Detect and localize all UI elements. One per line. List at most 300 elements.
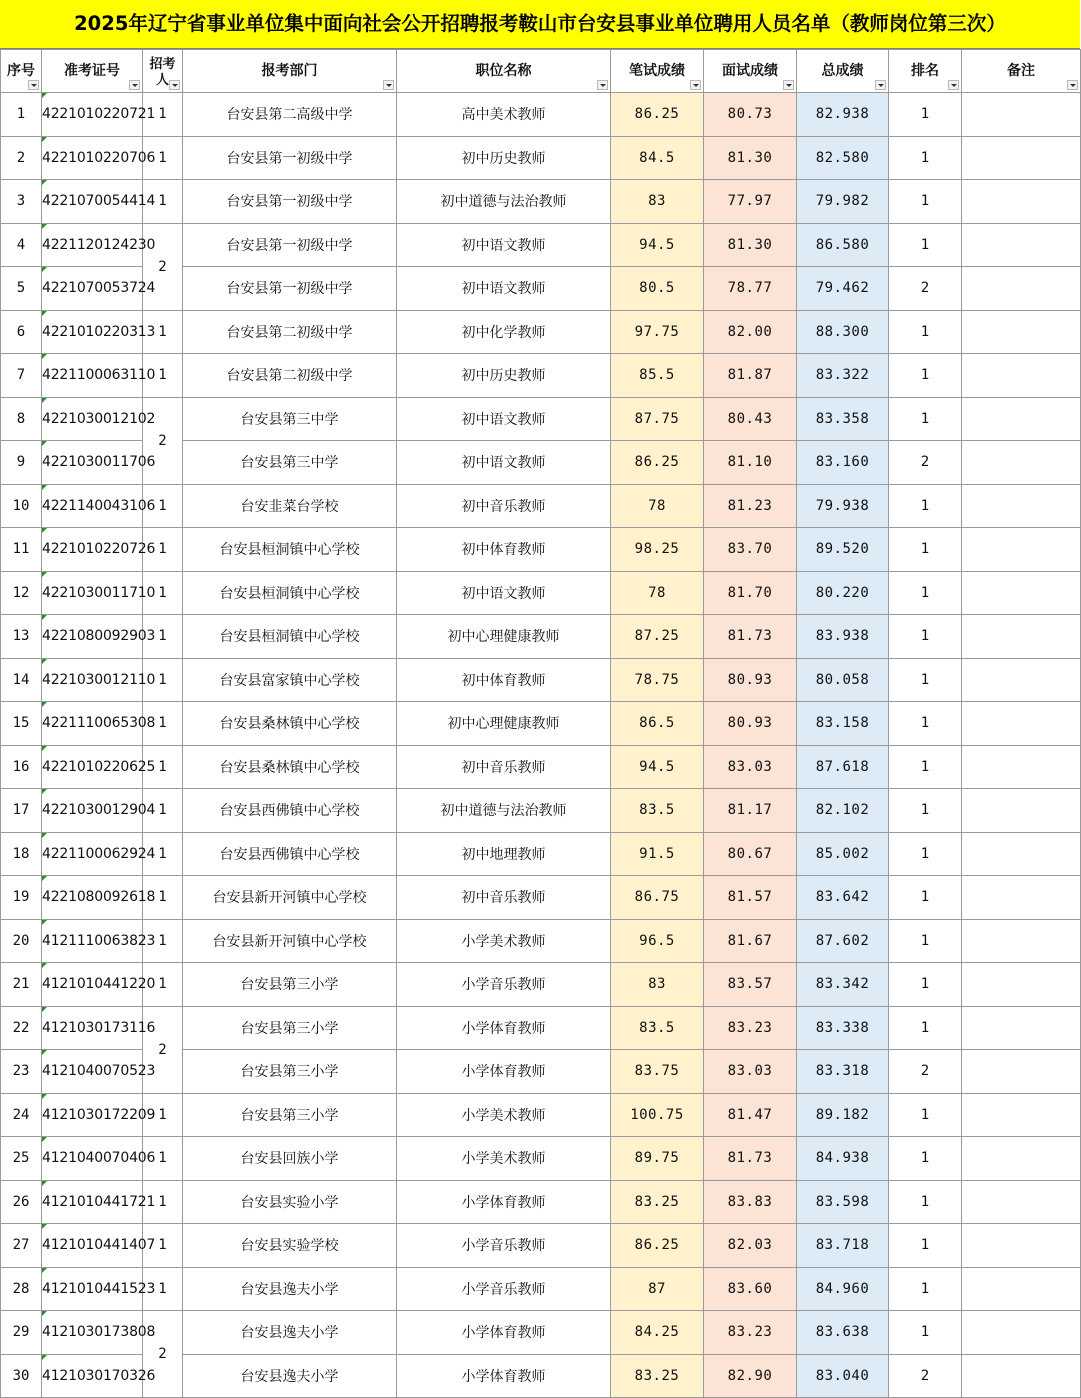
cell-quota[interactable]: 1 bbox=[143, 136, 183, 180]
cell-ticket[interactable]: 4221010220706 bbox=[42, 136, 143, 180]
cell-rank[interactable]: 1 bbox=[889, 397, 962, 441]
cell-quota[interactable]: 1 bbox=[143, 1180, 183, 1224]
cell-total[interactable]: 87.602 bbox=[797, 919, 889, 963]
cell-seq[interactable]: 15 bbox=[1, 702, 42, 746]
cell-total[interactable]: 84.960 bbox=[797, 1267, 889, 1311]
cell-position[interactable]: 初中音乐教师 bbox=[397, 876, 611, 920]
cell-dept[interactable]: 台安县实验小学 bbox=[183, 1180, 397, 1224]
cell-total[interactable]: 82.102 bbox=[797, 789, 889, 833]
cell-ticket[interactable]: 4121030173116 bbox=[42, 1006, 143, 1050]
cell-position[interactable]: 初中体育教师 bbox=[397, 658, 611, 702]
cell-total[interactable]: 83.158 bbox=[797, 702, 889, 746]
cell-seq[interactable]: 6 bbox=[1, 310, 42, 354]
cell-seq[interactable]: 14 bbox=[1, 658, 42, 702]
header-total[interactable]: 总成绩 bbox=[797, 50, 889, 93]
cell-dept[interactable]: 台安县第三小学 bbox=[183, 1006, 397, 1050]
cell-dept[interactable]: 台安县回族小学 bbox=[183, 1137, 397, 1181]
cell-total[interactable]: 83.160 bbox=[797, 441, 889, 485]
cell-quota[interactable]: 1 bbox=[143, 1093, 183, 1137]
cell-dept[interactable]: 台安县第三小学 bbox=[183, 963, 397, 1007]
cell-interview[interactable]: 77.97 bbox=[704, 180, 797, 224]
cell-total[interactable]: 79.462 bbox=[797, 267, 889, 311]
cell-ticket[interactable]: 4221080092903 bbox=[42, 615, 143, 659]
cell-written[interactable]: 86.25 bbox=[611, 441, 704, 485]
cell-note[interactable] bbox=[962, 397, 1081, 441]
cell-seq[interactable]: 22 bbox=[1, 1006, 42, 1050]
filter-dropdown-icon[interactable] bbox=[948, 80, 959, 90]
cell-note[interactable] bbox=[962, 1093, 1081, 1137]
cell-rank[interactable]: 1 bbox=[889, 919, 962, 963]
cell-position[interactable]: 初中心理健康教师 bbox=[397, 615, 611, 659]
cell-position[interactable]: 小学美术教师 bbox=[397, 1137, 611, 1181]
cell-rank[interactable]: 1 bbox=[889, 484, 962, 528]
cell-ticket[interactable]: 4221120124230 bbox=[42, 223, 143, 267]
cell-written[interactable]: 84.5 bbox=[611, 136, 704, 180]
cell-ticket[interactable]: 4121030172209 bbox=[42, 1093, 143, 1137]
cell-note[interactable] bbox=[962, 1050, 1081, 1094]
cell-rank[interactable]: 1 bbox=[889, 1267, 962, 1311]
cell-rank[interactable]: 1 bbox=[889, 876, 962, 920]
cell-position[interactable]: 初中道德与法治教师 bbox=[397, 789, 611, 833]
cell-written[interactable]: 87 bbox=[611, 1267, 704, 1311]
cell-interview[interactable]: 80.73 bbox=[704, 93, 797, 137]
cell-note[interactable] bbox=[962, 745, 1081, 789]
cell-note[interactable] bbox=[962, 528, 1081, 572]
cell-seq[interactable]: 5 bbox=[1, 267, 42, 311]
cell-rank[interactable]: 1 bbox=[889, 1137, 962, 1181]
cell-quota[interactable]: 2 bbox=[143, 1006, 183, 1093]
filter-dropdown-icon[interactable] bbox=[129, 80, 140, 90]
cell-interview[interactable]: 81.67 bbox=[704, 919, 797, 963]
cell-note[interactable] bbox=[962, 789, 1081, 833]
cell-seq[interactable]: 9 bbox=[1, 441, 42, 485]
cell-interview[interactable]: 83.70 bbox=[704, 528, 797, 572]
cell-dept[interactable]: 台安县富家镇中心学校 bbox=[183, 658, 397, 702]
cell-seq[interactable]: 11 bbox=[1, 528, 42, 572]
cell-rank[interactable]: 1 bbox=[889, 1180, 962, 1224]
filter-dropdown-icon[interactable] bbox=[875, 80, 886, 90]
header-rank[interactable]: 排名 bbox=[889, 50, 962, 93]
cell-rank[interactable]: 1 bbox=[889, 223, 962, 267]
cell-seq[interactable]: 21 bbox=[1, 963, 42, 1007]
cell-total[interactable]: 80.058 bbox=[797, 658, 889, 702]
cell-dept[interactable]: 台安县第二初级中学 bbox=[183, 310, 397, 354]
cell-dept[interactable]: 台安县西佛镇中心学校 bbox=[183, 789, 397, 833]
cell-seq[interactable]: 29 bbox=[1, 1311, 42, 1355]
cell-total[interactable]: 79.938 bbox=[797, 484, 889, 528]
cell-total[interactable]: 82.580 bbox=[797, 136, 889, 180]
cell-interview[interactable]: 80.93 bbox=[704, 702, 797, 746]
cell-total[interactable]: 83.342 bbox=[797, 963, 889, 1007]
cell-dept[interactable]: 台安县第三中学 bbox=[183, 441, 397, 485]
cell-dept[interactable]: 台安韭菜台学校 bbox=[183, 484, 397, 528]
cell-total[interactable]: 82.938 bbox=[797, 93, 889, 137]
cell-quota[interactable]: 1 bbox=[143, 615, 183, 659]
cell-note[interactable] bbox=[962, 702, 1081, 746]
cell-dept[interactable]: 台安县第一初级中学 bbox=[183, 267, 397, 311]
header-quota[interactable]: 招考 人 bbox=[143, 50, 183, 93]
cell-interview[interactable]: 83.57 bbox=[704, 963, 797, 1007]
cell-interview[interactable]: 78.77 bbox=[704, 267, 797, 311]
cell-seq[interactable]: 3 bbox=[1, 180, 42, 224]
cell-ticket[interactable]: 4121010441407 bbox=[42, 1224, 143, 1268]
cell-seq[interactable]: 27 bbox=[1, 1224, 42, 1268]
cell-note[interactable] bbox=[962, 223, 1081, 267]
cell-seq[interactable]: 28 bbox=[1, 1267, 42, 1311]
cell-quota[interactable]: 1 bbox=[143, 93, 183, 137]
cell-total[interactable]: 83.638 bbox=[797, 1311, 889, 1355]
cell-note[interactable] bbox=[962, 1224, 1081, 1268]
cell-total[interactable]: 83.718 bbox=[797, 1224, 889, 1268]
cell-note[interactable] bbox=[962, 1354, 1081, 1398]
cell-total[interactable]: 89.520 bbox=[797, 528, 889, 572]
cell-position[interactable]: 小学体育教师 bbox=[397, 1050, 611, 1094]
cell-written[interactable]: 83.5 bbox=[611, 1006, 704, 1050]
cell-quota[interactable]: 1 bbox=[143, 571, 183, 615]
cell-quota[interactable]: 1 bbox=[143, 963, 183, 1007]
cell-ticket[interactable]: 4121030173808 bbox=[42, 1311, 143, 1355]
cell-written[interactable]: 94.5 bbox=[611, 223, 704, 267]
cell-note[interactable] bbox=[962, 1137, 1081, 1181]
cell-position[interactable]: 初中道德与法治教师 bbox=[397, 180, 611, 224]
cell-note[interactable] bbox=[962, 963, 1081, 1007]
cell-written[interactable]: 91.5 bbox=[611, 832, 704, 876]
cell-seq[interactable]: 19 bbox=[1, 876, 42, 920]
cell-dept[interactable]: 台安县桓洞镇中心学校 bbox=[183, 528, 397, 572]
cell-ticket[interactable]: 4121010441721 bbox=[42, 1180, 143, 1224]
cell-rank[interactable]: 1 bbox=[889, 93, 962, 137]
cell-interview[interactable]: 81.17 bbox=[704, 789, 797, 833]
cell-interview[interactable]: 83.23 bbox=[704, 1311, 797, 1355]
cell-interview[interactable]: 80.43 bbox=[704, 397, 797, 441]
cell-seq[interactable]: 1 bbox=[1, 93, 42, 137]
cell-seq[interactable]: 8 bbox=[1, 397, 42, 441]
cell-note[interactable] bbox=[962, 484, 1081, 528]
cell-position[interactable]: 小学体育教师 bbox=[397, 1354, 611, 1398]
cell-interview[interactable]: 83.03 bbox=[704, 1050, 797, 1094]
cell-interview[interactable]: 81.73 bbox=[704, 615, 797, 659]
cell-quota[interactable]: 1 bbox=[143, 1224, 183, 1268]
cell-dept[interactable]: 台安县西佛镇中心学校 bbox=[183, 832, 397, 876]
cell-written[interactable]: 83.5 bbox=[611, 789, 704, 833]
cell-interview[interactable]: 80.93 bbox=[704, 658, 797, 702]
cell-interview[interactable]: 81.73 bbox=[704, 1137, 797, 1181]
cell-interview[interactable]: 82.00 bbox=[704, 310, 797, 354]
cell-interview[interactable]: 83.83 bbox=[704, 1180, 797, 1224]
cell-ticket[interactable]: 4221070053724 bbox=[42, 267, 143, 311]
cell-note[interactable] bbox=[962, 1311, 1081, 1355]
cell-interview[interactable]: 82.03 bbox=[704, 1224, 797, 1268]
header-interview[interactable]: 面试成绩 bbox=[704, 50, 797, 93]
cell-ticket[interactable]: 4221030012110 bbox=[42, 658, 143, 702]
cell-rank[interactable]: 1 bbox=[889, 354, 962, 398]
filter-dropdown-icon[interactable] bbox=[1067, 80, 1078, 90]
cell-note[interactable] bbox=[962, 658, 1081, 702]
cell-written[interactable]: 78 bbox=[611, 571, 704, 615]
cell-position[interactable]: 小学美术教师 bbox=[397, 1093, 611, 1137]
cell-total[interactable]: 83.598 bbox=[797, 1180, 889, 1224]
cell-seq[interactable]: 20 bbox=[1, 919, 42, 963]
cell-written[interactable]: 78.75 bbox=[611, 658, 704, 702]
cell-written[interactable]: 86.75 bbox=[611, 876, 704, 920]
cell-total[interactable]: 83.938 bbox=[797, 615, 889, 659]
cell-quota[interactable]: 1 bbox=[143, 876, 183, 920]
cell-ticket[interactable]: 4221080092618 bbox=[42, 876, 143, 920]
cell-dept[interactable]: 台安县新开河镇中心学校 bbox=[183, 876, 397, 920]
cell-rank[interactable]: 1 bbox=[889, 789, 962, 833]
cell-ticket[interactable]: 4221030012102 bbox=[42, 397, 143, 441]
cell-total[interactable]: 86.580 bbox=[797, 223, 889, 267]
cell-seq[interactable]: 18 bbox=[1, 832, 42, 876]
cell-position[interactable]: 小学音乐教师 bbox=[397, 1224, 611, 1268]
cell-seq[interactable]: 25 bbox=[1, 1137, 42, 1181]
cell-written[interactable]: 78 bbox=[611, 484, 704, 528]
cell-interview[interactable]: 83.03 bbox=[704, 745, 797, 789]
cell-position[interactable]: 初中语文教师 bbox=[397, 267, 611, 311]
cell-quota[interactable]: 1 bbox=[143, 354, 183, 398]
filter-dropdown-icon[interactable] bbox=[169, 80, 180, 90]
cell-dept[interactable]: 台安县桓洞镇中心学校 bbox=[183, 571, 397, 615]
cell-seq[interactable]: 16 bbox=[1, 745, 42, 789]
cell-interview[interactable]: 83.23 bbox=[704, 1006, 797, 1050]
cell-rank[interactable]: 1 bbox=[889, 702, 962, 746]
cell-ticket[interactable]: 4221030011706 bbox=[42, 441, 143, 485]
cell-interview[interactable]: 81.47 bbox=[704, 1093, 797, 1137]
header-note[interactable]: 备注 bbox=[962, 50, 1081, 93]
cell-quota[interactable]: 1 bbox=[143, 528, 183, 572]
cell-rank[interactable]: 1 bbox=[889, 571, 962, 615]
cell-total[interactable]: 88.300 bbox=[797, 310, 889, 354]
cell-total[interactable]: 85.002 bbox=[797, 832, 889, 876]
cell-dept[interactable]: 台安县桓洞镇中心学校 bbox=[183, 615, 397, 659]
header-seq[interactable]: 序号 bbox=[1, 50, 42, 93]
cell-quota[interactable]: 1 bbox=[143, 919, 183, 963]
cell-ticket[interactable]: 4221140043106 bbox=[42, 484, 143, 528]
cell-interview[interactable]: 82.90 bbox=[704, 1354, 797, 1398]
cell-dept[interactable]: 台安县实验学校 bbox=[183, 1224, 397, 1268]
cell-note[interactable] bbox=[962, 354, 1081, 398]
cell-position[interactable]: 初中体育教师 bbox=[397, 528, 611, 572]
cell-rank[interactable]: 1 bbox=[889, 1093, 962, 1137]
filter-dropdown-icon[interactable] bbox=[28, 80, 39, 90]
cell-position[interactable]: 初中历史教师 bbox=[397, 136, 611, 180]
cell-note[interactable] bbox=[962, 1180, 1081, 1224]
cell-total[interactable]: 80.220 bbox=[797, 571, 889, 615]
cell-note[interactable] bbox=[962, 93, 1081, 137]
cell-note[interactable] bbox=[962, 876, 1081, 920]
cell-total[interactable]: 84.938 bbox=[797, 1137, 889, 1181]
header-dept[interactable]: 报考部门 bbox=[183, 50, 397, 93]
cell-quota[interactable]: 1 bbox=[143, 310, 183, 354]
cell-ticket[interactable]: 4121030170326 bbox=[42, 1354, 143, 1398]
cell-written[interactable]: 83.25 bbox=[611, 1354, 704, 1398]
cell-written[interactable]: 84.25 bbox=[611, 1311, 704, 1355]
cell-rank[interactable]: 2 bbox=[889, 1354, 962, 1398]
cell-dept[interactable]: 台安县第一初级中学 bbox=[183, 136, 397, 180]
cell-dept[interactable]: 台安县逸夫小学 bbox=[183, 1267, 397, 1311]
cell-interview[interactable]: 81.87 bbox=[704, 354, 797, 398]
filter-dropdown-icon[interactable] bbox=[783, 80, 794, 90]
cell-rank[interactable]: 1 bbox=[889, 963, 962, 1007]
cell-seq[interactable]: 30 bbox=[1, 1354, 42, 1398]
cell-quota[interactable]: 1 bbox=[143, 658, 183, 702]
cell-position[interactable]: 初中地理教师 bbox=[397, 832, 611, 876]
cell-position[interactable]: 初中心理健康教师 bbox=[397, 702, 611, 746]
cell-total[interactable]: 83.338 bbox=[797, 1006, 889, 1050]
cell-total[interactable]: 83.318 bbox=[797, 1050, 889, 1094]
cell-quota[interactable]: 1 bbox=[143, 1137, 183, 1181]
cell-quota[interactable]: 1 bbox=[143, 832, 183, 876]
cell-seq[interactable]: 7 bbox=[1, 354, 42, 398]
header-ticket[interactable]: 准考证号 bbox=[42, 50, 143, 93]
cell-seq[interactable]: 17 bbox=[1, 789, 42, 833]
cell-interview[interactable]: 81.10 bbox=[704, 441, 797, 485]
cell-rank[interactable]: 2 bbox=[889, 267, 962, 311]
filter-dropdown-icon[interactable] bbox=[383, 80, 394, 90]
filter-dropdown-icon[interactable] bbox=[597, 80, 608, 90]
cell-quota[interactable]: 1 bbox=[143, 789, 183, 833]
cell-position[interactable]: 初中历史教师 bbox=[397, 354, 611, 398]
cell-seq[interactable]: 2 bbox=[1, 136, 42, 180]
cell-ticket[interactable]: 4221010220721 bbox=[42, 93, 143, 137]
cell-total[interactable]: 83.642 bbox=[797, 876, 889, 920]
cell-written[interactable]: 83 bbox=[611, 180, 704, 224]
cell-seq[interactable]: 4 bbox=[1, 223, 42, 267]
cell-written[interactable]: 83.75 bbox=[611, 1050, 704, 1094]
cell-quota[interactable]: 1 bbox=[143, 745, 183, 789]
cell-rank[interactable]: 2 bbox=[889, 441, 962, 485]
cell-dept[interactable]: 台安县逸夫小学 bbox=[183, 1354, 397, 1398]
cell-interview[interactable]: 81.30 bbox=[704, 136, 797, 180]
cell-ticket[interactable]: 4221010220313 bbox=[42, 310, 143, 354]
cell-ticket[interactable]: 4121040070406 bbox=[42, 1137, 143, 1181]
cell-interview[interactable]: 81.70 bbox=[704, 571, 797, 615]
cell-rank[interactable]: 1 bbox=[889, 528, 962, 572]
cell-note[interactable] bbox=[962, 571, 1081, 615]
header-position[interactable]: 职位名称 bbox=[397, 50, 611, 93]
cell-dept[interactable]: 台安县第二高级中学 bbox=[183, 93, 397, 137]
cell-dept[interactable]: 台安县新开河镇中心学校 bbox=[183, 919, 397, 963]
cell-rank[interactable]: 1 bbox=[889, 745, 962, 789]
cell-quota[interactable]: 1 bbox=[143, 180, 183, 224]
filter-dropdown-icon[interactable] bbox=[690, 80, 701, 90]
cell-position[interactable]: 小学美术教师 bbox=[397, 919, 611, 963]
cell-seq[interactable]: 24 bbox=[1, 1093, 42, 1137]
cell-interview[interactable]: 81.30 bbox=[704, 223, 797, 267]
cell-note[interactable] bbox=[962, 919, 1081, 963]
cell-ticket[interactable]: 4221110065308 bbox=[42, 702, 143, 746]
cell-position[interactable]: 初中语文教师 bbox=[397, 397, 611, 441]
cell-written[interactable]: 97.75 bbox=[611, 310, 704, 354]
cell-written[interactable]: 85.5 bbox=[611, 354, 704, 398]
cell-quota[interactable]: 2 bbox=[143, 397, 183, 484]
cell-ticket[interactable]: 4221030012904 bbox=[42, 789, 143, 833]
cell-quota[interactable]: 2 bbox=[143, 223, 183, 310]
cell-position[interactable]: 初中音乐教师 bbox=[397, 745, 611, 789]
cell-position[interactable]: 小学音乐教师 bbox=[397, 963, 611, 1007]
cell-ticket[interactable]: 4121110063823 bbox=[42, 919, 143, 963]
cell-position[interactable]: 小学体育教师 bbox=[397, 1311, 611, 1355]
cell-total[interactable]: 87.618 bbox=[797, 745, 889, 789]
cell-position[interactable]: 小学体育教师 bbox=[397, 1006, 611, 1050]
cell-total[interactable]: 89.182 bbox=[797, 1093, 889, 1137]
cell-note[interactable] bbox=[962, 136, 1081, 180]
cell-rank[interactable]: 1 bbox=[889, 615, 962, 659]
cell-written[interactable]: 100.75 bbox=[611, 1093, 704, 1137]
cell-note[interactable] bbox=[962, 310, 1081, 354]
cell-dept[interactable]: 台安县第三小学 bbox=[183, 1050, 397, 1094]
cell-ticket[interactable]: 4121010441523 bbox=[42, 1267, 143, 1311]
cell-rank[interactable]: 1 bbox=[889, 310, 962, 354]
cell-written[interactable]: 80.5 bbox=[611, 267, 704, 311]
cell-rank[interactable]: 1 bbox=[889, 136, 962, 180]
cell-seq[interactable]: 26 bbox=[1, 1180, 42, 1224]
cell-dept[interactable]: 台安县第二初级中学 bbox=[183, 354, 397, 398]
cell-rank[interactable]: 2 bbox=[889, 1050, 962, 1094]
cell-note[interactable] bbox=[962, 1006, 1081, 1050]
cell-seq[interactable]: 23 bbox=[1, 1050, 42, 1094]
cell-position[interactable]: 高中美术教师 bbox=[397, 93, 611, 137]
cell-quota[interactable]: 1 bbox=[143, 484, 183, 528]
cell-written[interactable]: 96.5 bbox=[611, 919, 704, 963]
cell-ticket[interactable]: 4221100063110 bbox=[42, 354, 143, 398]
cell-position[interactable]: 小学体育教师 bbox=[397, 1180, 611, 1224]
cell-dept[interactable]: 台安县第三中学 bbox=[183, 397, 397, 441]
cell-ticket[interactable]: 4221100062924 bbox=[42, 832, 143, 876]
cell-rank[interactable]: 1 bbox=[889, 180, 962, 224]
cell-seq[interactable]: 12 bbox=[1, 571, 42, 615]
cell-ticket[interactable]: 4221010220726 bbox=[42, 528, 143, 572]
cell-dept[interactable]: 台安县桑林镇中心学校 bbox=[183, 745, 397, 789]
cell-position[interactable]: 初中音乐教师 bbox=[397, 484, 611, 528]
cell-total[interactable]: 83.322 bbox=[797, 354, 889, 398]
cell-position[interactable]: 初中化学教师 bbox=[397, 310, 611, 354]
cell-quota[interactable]: 2 bbox=[143, 1311, 183, 1398]
cell-interview[interactable]: 81.57 bbox=[704, 876, 797, 920]
cell-dept[interactable]: 台安县桑林镇中心学校 bbox=[183, 702, 397, 746]
cell-position[interactable]: 小学音乐教师 bbox=[397, 1267, 611, 1311]
cell-rank[interactable]: 1 bbox=[889, 832, 962, 876]
cell-written[interactable]: 89.75 bbox=[611, 1137, 704, 1181]
cell-rank[interactable]: 1 bbox=[889, 1311, 962, 1355]
cell-interview[interactable]: 83.60 bbox=[704, 1267, 797, 1311]
cell-interview[interactable]: 80.67 bbox=[704, 832, 797, 876]
cell-seq[interactable]: 10 bbox=[1, 484, 42, 528]
cell-rank[interactable]: 1 bbox=[889, 1224, 962, 1268]
cell-quota[interactable]: 1 bbox=[143, 702, 183, 746]
cell-position[interactable]: 初中语文教师 bbox=[397, 571, 611, 615]
cell-dept[interactable]: 台安县第一初级中学 bbox=[183, 223, 397, 267]
cell-ticket[interactable]: 4121040070523 bbox=[42, 1050, 143, 1094]
cell-rank[interactable]: 1 bbox=[889, 1006, 962, 1050]
cell-note[interactable] bbox=[962, 1267, 1081, 1311]
cell-note[interactable] bbox=[962, 441, 1081, 485]
cell-quota[interactable]: 1 bbox=[143, 1267, 183, 1311]
cell-written[interactable]: 86.25 bbox=[611, 1224, 704, 1268]
cell-written[interactable]: 86.5 bbox=[611, 702, 704, 746]
cell-interview[interactable]: 81.23 bbox=[704, 484, 797, 528]
cell-position[interactable]: 初中语文教师 bbox=[397, 441, 611, 485]
cell-note[interactable] bbox=[962, 180, 1081, 224]
cell-ticket[interactable]: 4221030011710 bbox=[42, 571, 143, 615]
cell-written[interactable]: 83 bbox=[611, 963, 704, 1007]
cell-written[interactable]: 87.25 bbox=[611, 615, 704, 659]
cell-total[interactable]: 83.358 bbox=[797, 397, 889, 441]
cell-written[interactable]: 98.25 bbox=[611, 528, 704, 572]
cell-written[interactable]: 83.25 bbox=[611, 1180, 704, 1224]
cell-ticket[interactable]: 4121010441220 bbox=[42, 963, 143, 1007]
cell-written[interactable]: 87.75 bbox=[611, 397, 704, 441]
